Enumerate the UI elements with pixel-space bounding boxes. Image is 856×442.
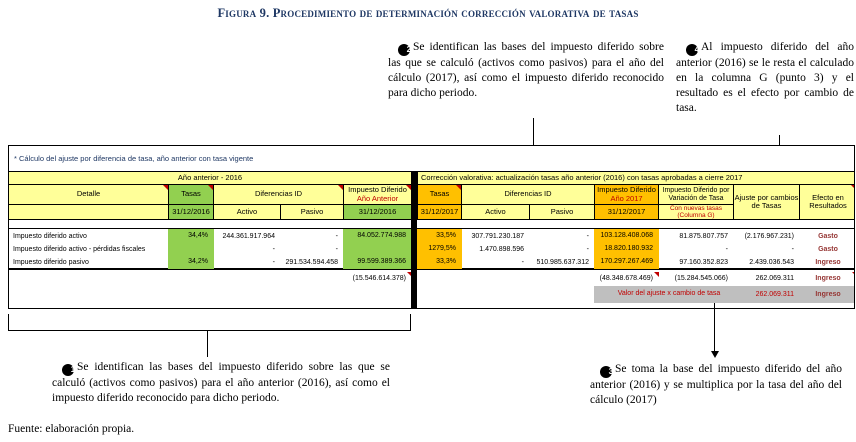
cell-ajuste: 2.439.036.543 xyxy=(749,258,794,266)
cell-activo-2017: - xyxy=(521,258,524,266)
cell-activo-2016: 244.361.917.964 xyxy=(222,232,275,240)
gray-band-label: Valor del ajuste x cambio de tasa xyxy=(617,290,721,297)
band-left-2016: Año anterior - 2016 xyxy=(8,171,412,185)
hdr-detalle-blank xyxy=(8,204,169,220)
cell-tasa-2017: 1279,5% xyxy=(417,242,462,255)
cell-pasivo-2016: - xyxy=(335,232,338,240)
callout-1-text: Se identifican las bases del impuesto diferido sobre las que se calculó (activos como pasivos) para el año anterior (2016), así como el impuesto diferido reconocido para dicho periodo. xyxy=(52,361,390,404)
table-figure xyxy=(8,145,855,309)
cell-impdif-2017: 103.128.408.068 xyxy=(594,229,659,242)
cell-activo-2017: 1.470.898.596 xyxy=(479,245,524,253)
callout-3-text: Se toma la base del impuesto diferido del año anterior (2016) y se multiplica por la tasa del año del cálculo (2017) xyxy=(590,363,842,406)
hdr-ajuste-cambios: Ajuste por cambios de Tasas xyxy=(733,184,800,220)
callout-4 xyxy=(676,40,854,116)
callout-2 xyxy=(388,40,664,101)
cell-pasivo-2017: 510.985.637.312 xyxy=(536,258,589,266)
connector-line xyxy=(8,330,411,331)
figure-title: Figura 9. Procedimiento de determinación corrección valorativa de tasas xyxy=(217,6,639,20)
hdr-impdif-2016: Impuesto Diferido Año Anterior xyxy=(343,184,412,205)
callout-4-text: Al impuesto diferido del año anterior (2016) se le resta el calculado en la columna G (punto 3) y el resultado es el efecto por cambio de tasa. xyxy=(676,41,854,115)
cell-tasa-2016: 34,4% xyxy=(168,229,214,242)
row-label: Impuesto diferido activo - pérdidas fiscales xyxy=(13,245,146,253)
source-note: Fuente: elaboración propia. xyxy=(8,423,135,435)
comment-marker-icon xyxy=(852,272,855,277)
row-label: Impuesto diferido pasivo xyxy=(13,258,89,266)
hdr-fecha-2016-tasas: 31/12/2016 xyxy=(168,204,214,220)
cell-variacion: 81.875.807.757 xyxy=(679,232,728,240)
connector-line xyxy=(8,314,9,331)
total-impdif-2016: (15.546.614.378) xyxy=(343,272,412,285)
callout-3-number: 3 xyxy=(600,366,612,378)
row-label: Impuesto diferido activo xyxy=(13,232,87,240)
connector-line xyxy=(714,303,715,352)
cell-activo-2016: - xyxy=(272,258,275,266)
down-arrow-icon xyxy=(711,351,719,358)
callout-2-number: 2 xyxy=(398,44,410,56)
cell-tasa-2016: 34,2% xyxy=(168,255,214,269)
cell-variacion: 97.160.352.823 xyxy=(679,258,728,266)
hdr-efecto-resultados: Efecto en Resultados xyxy=(799,184,855,220)
callout-1 xyxy=(52,360,390,406)
band-right-correccion: Corrección valorativa: actualización tasas año anterior (2016) con tasas aprobadas a cierre 2017 xyxy=(417,171,855,185)
total-ajuste: 262.069.311 xyxy=(755,274,794,282)
cell-efecto: Gasto xyxy=(818,232,838,240)
cell-tasa-2017: 33,5% xyxy=(417,229,462,242)
cell-activo-2016: - xyxy=(272,245,275,253)
hdr-activo-2016: Activo xyxy=(213,204,281,220)
connector-line xyxy=(207,330,208,357)
cell-impdif-2016: 99.599.389.366 xyxy=(343,255,412,269)
hdr-diferencias-2017: Diferencias ID xyxy=(461,184,595,205)
hdr-activo-2017: Activo xyxy=(461,204,530,220)
cell-pasivo-2017: - xyxy=(586,232,589,240)
cell-efecto: Ingreso xyxy=(815,258,841,266)
cell-activo-2017: 307.791.230.187 xyxy=(471,232,524,240)
hdr-impdif-2017: Impuesto Diferido Año 2017 xyxy=(594,184,659,205)
cell-impdif-2017: 170.297.267.469 xyxy=(594,255,659,269)
cell-impdif-2017: 18.820.180.932 xyxy=(594,242,659,255)
hdr-fecha-2017-impdif: 31/12/2017 xyxy=(594,204,659,220)
cell-ajuste: (2.176.967.231) xyxy=(744,232,794,240)
cell-pasivo-2016: 291.534.594.458 xyxy=(285,258,338,266)
cell-pasivo-2016: - xyxy=(335,245,338,253)
callout-3 xyxy=(590,362,842,408)
section-divider xyxy=(411,171,417,309)
comment-marker-icon xyxy=(851,185,855,190)
callout-2-text: Se identifican las bases del impuesto diferido sobre las que se calculó (activos como pasivos) para el año del cálculo (2017), así como el impuesto diferido reconocido para dicho periodo. xyxy=(388,41,664,99)
hdr-columna-g: Con nuevas tasas (Columna G) xyxy=(658,204,734,220)
hdr-variacion-tasa: Impuesto Diferido por Variación de Tasa xyxy=(658,184,734,205)
total-impdif-2017: (48.348.678.469) xyxy=(594,272,659,285)
total-variacion: (15.284.545.066) xyxy=(674,274,728,282)
cell-efecto: Gasto xyxy=(818,245,838,253)
gray-band-value: 262.069.311 xyxy=(755,290,794,298)
cell-tasa-2016 xyxy=(168,242,214,255)
total-efecto: Ingreso xyxy=(799,272,855,285)
hdr-pasivo-2016: Pasivo xyxy=(280,204,344,220)
cell-impdif-2016: 84.052.774.988 xyxy=(343,229,412,242)
cell-impdif-2016 xyxy=(343,242,412,255)
table-note: * Cálculo del ajuste por diferencia de tasa, año anterior con tasa vigente xyxy=(14,154,254,163)
cell-tasa-2017: 33,3% xyxy=(417,255,462,269)
hdr-diferencias-2016: Diferencias ID xyxy=(213,184,344,205)
hdr-detalle: Detalle xyxy=(8,184,169,205)
cell-pasivo-2017: - xyxy=(586,245,589,253)
hdr-tasas-2016: Tasas xyxy=(168,184,214,205)
cell-variacion: - xyxy=(725,245,728,253)
hdr-pasivo-2017: Pasivo xyxy=(529,204,595,220)
connector-line xyxy=(410,314,411,331)
callout-4-number: 4 xyxy=(686,44,698,56)
cell-ajuste: - xyxy=(791,245,794,253)
callout-1-number: 1 xyxy=(62,364,74,376)
hdr-fecha-2016-impdif: 31/12/2016 xyxy=(343,204,412,220)
hdr-fecha-2017-tasas: 31/12/2017 xyxy=(417,204,462,220)
hdr-tasas-2017: Tasas xyxy=(417,184,462,205)
gray-band-efecto: Ingreso xyxy=(815,290,841,298)
